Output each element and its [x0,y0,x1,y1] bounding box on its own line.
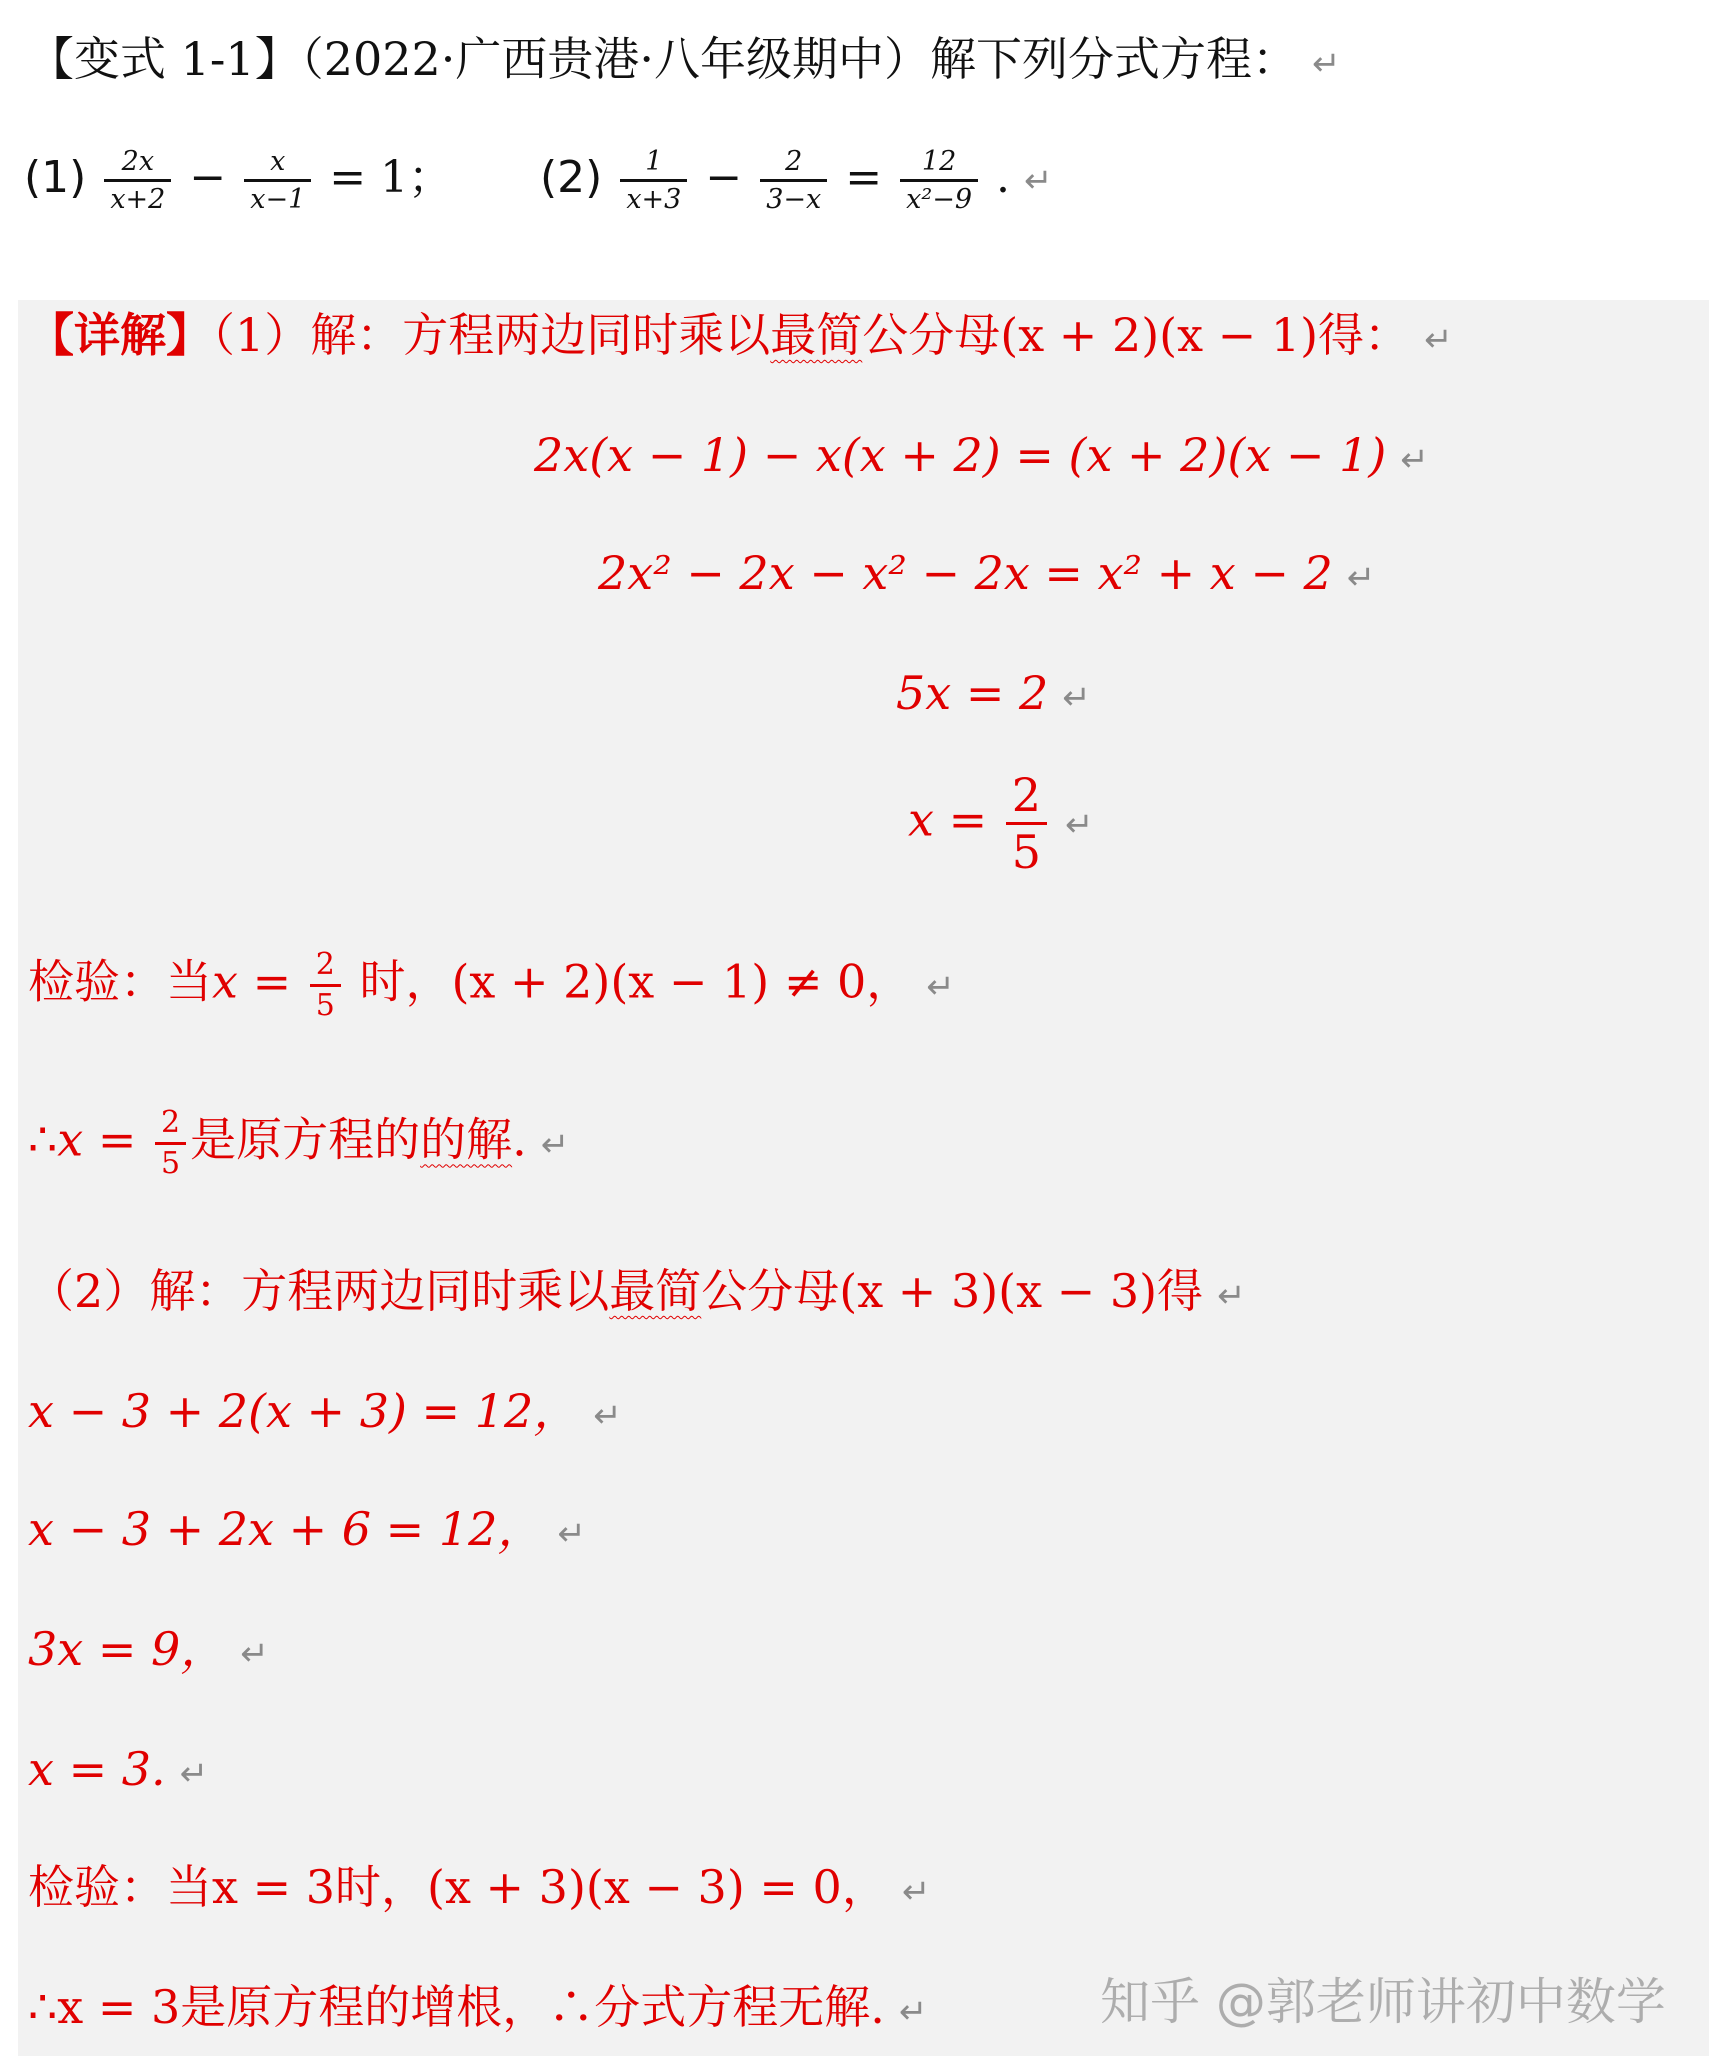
paragraph-mark: ↵ [1065,804,1094,845]
eq2-fraction-2 [760,148,827,213]
solution-intro-1 [28,308,1453,362]
part1-step-4-numerator: 2 [1011,768,1042,822]
eq2-fraction-3 [900,148,978,213]
paragraph-mark: ↵ [593,1396,622,1436]
eq2-frac1-numerator: 1 [645,146,663,177]
paragraph-mark: ↵ [1062,678,1091,718]
part1-step-1-text: 2x(x − 1) − x(x + 2) = (x + 2)(x − 1) [534,428,1387,482]
part2-check [28,1860,931,1914]
eq2-minus: − [705,152,743,203]
part1-step-4 [908,768,1094,879]
eq1-label: (1) [24,152,87,203]
part2-step-1 [28,1384,622,1438]
part2-conclusion-text: ∴x = 3是原方程的增根，∴分式方程无解. [28,1980,885,2034]
paragraph-mark: ↵ [557,1514,586,1554]
part1-check-x: x = [212,954,292,1009]
part1-conclusion [28,1105,570,1181]
paragraph-mark: ↵ [898,1992,928,2032]
eq2-frac1-denominator: x+3 [620,179,687,213]
part2-intro [28,1264,1246,1318]
problem-title-text: 【变式 1-1】（2022·广西贵港·八年级期中）解下列分式方程： [28,32,1299,86]
part2-step-2 [28,1502,586,1556]
part1-step-2 [598,546,1376,600]
part2-step-4-text: x = 3. [28,1742,166,1796]
eq1-fraction-2 [244,148,311,213]
part2-step-2-text: x − 3 + 2x + 6 = 12， [28,1502,544,1556]
part2-intro-wavy: 最简 [609,1264,702,1318]
paragraph-mark: ↵ [240,1634,269,1674]
part2-step-4 [28,1742,209,1796]
part2-intro-a: （2）解：方程两边同时乘以 [28,1264,610,1318]
part1-step-2-text: 2x² − 2x − x² − 2x = x² + x − 2 [598,546,1333,600]
eq1-frac2-denominator: x−1 [244,179,311,213]
paragraph-mark: ↵ [901,1872,931,1912]
part1-intro-wavy: 最简 [770,308,863,362]
part1-conclusion-denominator: 5 [155,1142,186,1179]
eq1-frac1-denominator: x+2 [104,179,171,213]
part1-check-numerator: 2 [315,947,335,982]
part1-conclusion-b: 是原方程的 [190,1112,421,1167]
eq2-frac3-denominator: x²−9 [900,179,978,213]
equation-2 [540,148,1053,213]
eq1-frac1-numerator: 2x [121,146,155,177]
part1-conclusion-wavy: 的解 [420,1112,513,1167]
paragraph-mark: ↵ [926,966,955,1007]
paragraph-mark: ↵ [1424,320,1453,360]
part1-step-4-fraction [1006,768,1047,879]
equation-1 [24,148,452,213]
paragraph-mark: ↵ [1400,440,1429,480]
eq2-label: (2) [540,152,603,203]
solution-header-tag: 【详解】 [28,308,212,362]
eq2-frac3-numerator: 12 [921,146,957,177]
part1-conclusion-numerator: 2 [161,1105,181,1140]
paragraph-mark: ↵ [1217,1276,1246,1316]
part1-check-a: 检验：当 [28,954,212,1009]
paragraph-mark: ↵ [1024,161,1053,201]
paragraph-mark: ↵ [1346,558,1376,598]
eq1-frac2-numerator: x [270,146,286,177]
part1-step-3 [896,666,1091,720]
part1-intro-a: （1）解：方程两边同时乘以 [212,308,771,362]
part1-check-fraction [310,947,341,1023]
eq2-fraction-1 [620,148,687,213]
paragraph-mark: ↵ [179,1754,209,1794]
part1-conclusion-fraction [155,1105,186,1181]
part1-step-4-denominator: 5 [1006,822,1047,875]
watermark: 知乎 @郭老师讲初中数学 [1100,1973,1666,2031]
part2-step-1-text: x − 3 + 2(x + 3) = 12， [28,1384,580,1438]
part1-step-3-text: 5x = 2 [896,666,1049,720]
eq2-frac2-numerator: 2 [785,146,803,177]
eq2-equals: = [845,152,883,203]
part1-conclusion-x: x = [57,1112,137,1167]
part2-conclusion [28,1980,928,2034]
part1-check [28,947,955,1023]
part1-conclusion-a: ∴ [28,1112,58,1167]
part1-step-4-lhs: x = [908,792,988,847]
part1-intro-b: 公分母(x + 2)(x − 1)得： [862,308,1411,362]
part2-step-3-text: 3x = 9， [28,1622,227,1676]
part1-check-denominator: 5 [310,984,341,1021]
part1-conclusion-c: . [512,1112,527,1167]
eq2-frac2-denominator: 3−x [760,179,827,213]
problem-title [28,32,1341,86]
part2-check-text: 检验：当x = 3时，(x + 3)(x − 3) = 0， [28,1860,888,1914]
part1-check-b: 时，(x + 2)(x − 1) ≠ 0， [359,954,913,1009]
eq2-end: . [996,152,1010,203]
paragraph-mark: ↵ [1312,44,1341,84]
part2-step-3 [28,1622,269,1676]
part1-step-1 [534,428,1429,482]
eq1-rhs: = 1； [329,152,453,203]
eq1-fraction-1 [104,148,171,213]
eq1-minus: − [189,152,227,203]
paragraph-mark: ↵ [540,1124,570,1165]
part2-intro-b: 公分母(x + 3)(x − 3)得 [701,1264,1204,1318]
